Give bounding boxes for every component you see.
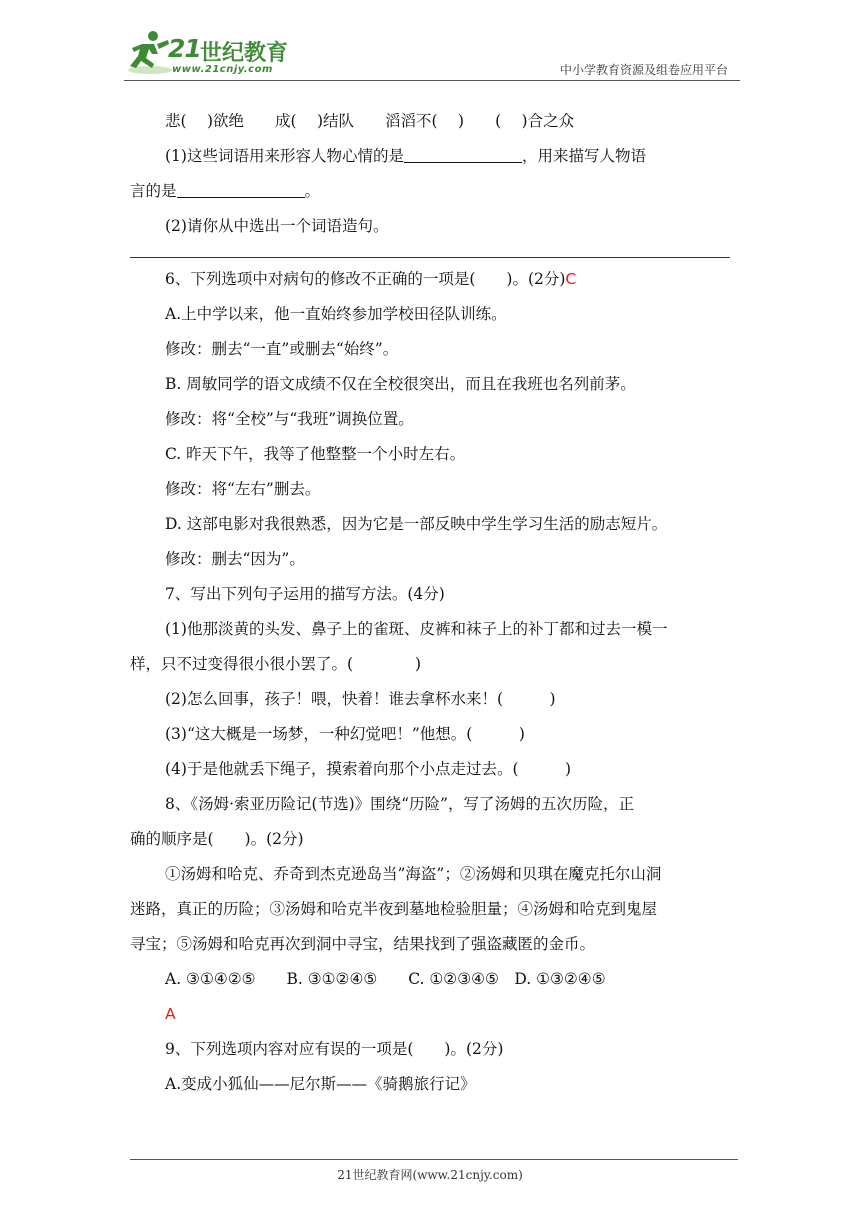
- q7-item-2: (2)怎么回事，孩子！喂，快着！谁去拿杯水来！( ): [165, 690, 556, 708]
- logo-url: www.21cnjy.com: [172, 64, 273, 75]
- q6-option-b-fix: 修改：将“全校”与“我班”调换位置。: [165, 410, 414, 428]
- header-divider: [124, 80, 740, 81]
- q6-stem: 6、下列选项中对病句的修改不正确的一项是( )。(2分): [165, 270, 566, 288]
- q6-stem-line: [130, 262, 730, 297]
- q8-stem-a: 8、《汤姆·索亚历险记(节选)》围绕“历险”，写了汤姆的五次历险，正: [165, 795, 634, 813]
- q9-stem: 9、下列选项内容对应有误的一项是( )。(2分): [165, 1040, 504, 1058]
- q8-items-c: 寻宝；⑤汤姆和哈克再次到洞中寻宝，结果找到了强盗藏匿的金币。: [130, 935, 596, 953]
- q5-sub1-text-c: 言的是: [130, 182, 177, 200]
- q5-sub1-text-b: ，用来描写人物语: [521, 147, 646, 165]
- q9-option-a: A.变成小狐仙——尼尔斯——《骑鹅旅行记》: [165, 1075, 476, 1093]
- q7-stem: 7、写出下列句子运用的描写方法。(4分): [165, 585, 445, 603]
- site-logo[interactable]: [124, 30, 294, 78]
- header-tagline: 中小学教育资源及组卷应用平台: [559, 63, 728, 77]
- q8-items-a: ①汤姆和哈克、乔奇到杰克逊岛当”海盗”；②汤姆和贝琪在魔克托尔山洞: [165, 865, 662, 883]
- q8-stem-b: 确的顺序是( )。(2分): [130, 830, 304, 848]
- logo-number: 21: [168, 34, 201, 63]
- q6-option-b: B. 周敏同学的语文成绩不仅在全校很突出，而且在我班也名列前茅。: [165, 375, 636, 393]
- q5-sub1-line2: [130, 174, 730, 209]
- q6-option-d: D. 这部电影对我很熟悉，因为它是一部反映中学生学习生活的励志短片。: [165, 515, 668, 533]
- answer-blank-1[interactable]: [404, 144, 522, 163]
- q5-sub1-line1: [130, 139, 730, 174]
- logo-text: 世纪教育: [200, 41, 289, 66]
- runner-icon: [124, 30, 172, 76]
- q6-answer: C: [565, 270, 577, 288]
- q5-sub1-text-a: (1)这些词语用来形容人物心情的是: [165, 147, 404, 165]
- q6-option-c-fix: 修改：将“左右”删去。: [165, 480, 321, 498]
- q5-sub2: (2)请你从中选出一个词语造句。: [165, 217, 389, 235]
- q6-option-c: C. 昨天下午，我等了他整整一个小时左右。: [165, 445, 466, 463]
- q5-sub1-text-d: 。: [304, 182, 321, 200]
- q8-answer: A: [165, 1005, 176, 1023]
- q5-words: 悲( )欲绝 成( )结队 滔滔不( ) ( )合之众: [165, 112, 575, 130]
- q8-items-b: 迷路，真正的历险；③汤姆和哈克半夜到墓地检验胆量；④汤姆和哈克到鬼屋: [130, 900, 658, 918]
- q7-item-1a: (1)他那淡黄的头发、鼻子上的雀斑、皮裤和袜子上的补丁都和过去一模一: [165, 620, 668, 638]
- page-footer[interactable]: 21世纪教育网(www.21cnjy.com): [337, 1168, 523, 1182]
- writing-line[interactable]: [130, 257, 730, 258]
- page-header: [0, 0, 860, 90]
- q6-option-d-fix: 修改：删去“因为”。: [165, 550, 305, 568]
- q7-item-4: (4)于是他就丢下绳子，摸索着向那个小点走过去。( ): [165, 760, 572, 778]
- q7-item-1b: 样，只不过变得很小很小罢了。( ): [130, 655, 422, 673]
- answer-blank-2[interactable]: [177, 179, 305, 198]
- footer-divider: [130, 1159, 738, 1160]
- q6-option-a: A.上中学以来，他一直始终参加学校田径队训练。: [165, 305, 507, 323]
- q8-options: A. ③①④②⑤ B. ③①②④⑤ C. ①②③④⑤ D. ①③②④⑤: [165, 970, 606, 988]
- q7-item-3: (3)“这大概是一场梦，一种幻觉吧！”他想。( ): [165, 725, 525, 743]
- document-body: [130, 104, 730, 1102]
- q6-option-a-fix: 修改：删去“一直”或删去“始终”。: [165, 340, 399, 358]
